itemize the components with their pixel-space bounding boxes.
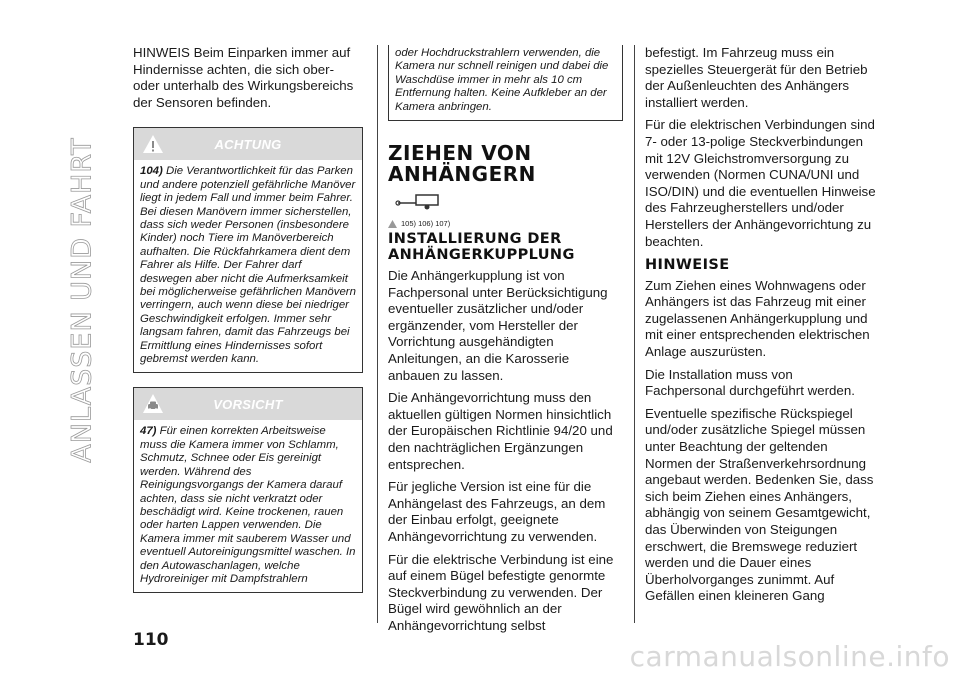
section-title: ZIEHEN VON ANHÄNGERN: [388, 141, 536, 187]
column-2: [388, 45, 623, 641]
warning-small-icon: [388, 220, 397, 228]
paragraph: Die Installation muss von Fachpersonal durchgeführt werden.: [645, 366, 855, 399]
column-divider: [377, 45, 378, 623]
column-1: [133, 45, 363, 593]
caution-header: [134, 388, 362, 420]
warning-header: [134, 128, 362, 160]
trailer-icon: [394, 193, 623, 216]
chapter-side-title: ANLASSEN UND FAHRT: [66, 137, 98, 463]
warning-box: [133, 127, 363, 373]
caution-box-continued: [388, 45, 623, 121]
watermark: carmanualsonline.info: [629, 640, 950, 673]
caution-text: Für einen korrekten Arbeitsweise muss die Kamera immer von Schlamm, Schmutz, Schnee oder Eis gereinigt werden. Während des Reinigungsvorgangs der Kamera darauf achten, dass sie nicht verkratzt oder beschädigt wird. Keine trockenen, rauen oder harten Lappen verwenden. Die Kamera immer mit sauberem Wasser und eventuell Autoreinigungsmittel waschen. In den Autowaschanlagen, welche Hydroreiniger mit Dampfstrahlern: [140, 425, 356, 585]
warning-triangle-icon: [142, 133, 164, 155]
caution-body: [134, 420, 362, 592]
caution-title: VORSICHT: [213, 396, 283, 412]
paragraph: Für die elektrische Verbindung ist eine auf einem Bügel befestigte genormte Steckverbindung zu verwenden. Der Bügel wird gewöhnlich an der Anhängevorrichtung selbst: [388, 551, 614, 633]
column-3: [645, 45, 877, 611]
paragraph: Eventuelle spezifische Rückspiegel und/oder zusätzliche Spiegel müssen unter Beachtung der geltenden Normen der Straßenverkehrsordnung angebaut werden. Bedenken Sie, dass sich beim Ziehen eines Anhängers, abhängig von seinem Gesamtgewicht, das Überwinden von Steigungen erschwert, die Bremswege reduziert werden und die Dauer eines Überholvorganges zunimmt. Auf Gefällen einen kleineren Gang: [645, 405, 874, 604]
notes-heading: HINWEISE: [645, 257, 730, 274]
paragraph: Für jegliche Version ist eine für die Anhängelast des Fahrzeugs, an dem der Einbau erfolgt, geeignete Anhängevorrichtung zu verwenden.: [388, 479, 606, 544]
paragraph: Für die elektrischen Verbindungen sind 7- oder 13-polige Steckverbindungen mit 12V Gleichstromversorgung zu verwenden (Normen CUNA/UNI und ISO/DIN) und die eventuellen Hinweise des Fahrzeugherstellers und/oder Herstellers der Anhängevorrichtung zu beachten.: [645, 117, 876, 249]
warning-text: Die Verantwortlichkeit für das Parken und andere potenziell gefährliche Manöver liegt in jedem Fall und immer beim Fahrer. Bei diesen Manövern immer sicherstellen, dass sich weder Personen (insbesondere Kinder) noch Tiere im Manöverbereich aufhalten. Die Rückfahrkamera dient dem Fahrer als Hilfe. Der Fahrer darf deswegen aber nicht die Aufmerksamkeit bei möglicherweise gefährlichen Manövern verringern, auch wenn diese bei niedriger Geschwindigkeit erfolgen. Immer sehr langsam fahren, damit das Fahrzeugs bei Ermittlung eines Hindernisses sofort gebremst werden kann.: [140, 165, 356, 366]
car-caution-icon: [142, 393, 164, 415]
paragraph: Die Anhängerkupplung ist von Fachpersonal unter Berücksichtigung eventueller zusätzlicher und/oder ergänzender, vom Hersteller der Vorrichtung ausgehändigten Anleitungen, an die Karosserie anbauen zu lassen.: [388, 268, 608, 383]
caution-continued-text: oder Hochdruckstrahlern verwenden, die Kamera nur schnell reinigen und dabei die Waschdüse immer in mehr als 10 cm Entfernung halten. Keine Aufkleber an der Kamera anbringen.: [395, 47, 609, 113]
column-divider: [634, 45, 635, 623]
caution-box: [133, 387, 363, 593]
warning-note-number: 104): [140, 165, 163, 178]
intro-paragraph: HINWEIS Beim Einparken immer auf Hindernisse achten, die sich ober- oder unterhalb des Wirkungsbereichs der Sensoren befinden.: [133, 45, 354, 110]
warning-body: [134, 160, 362, 372]
caution-note-number: 47): [140, 425, 157, 438]
paragraph: Zum Ziehen eines Wohnwagens oder Anhängers ist das Fahrzeug mit einer zugelassenen Anhängerkupplung und mit einer entsprechenden elektrischen Anlage auszurüsten.: [645, 277, 870, 359]
paragraph: befestigt. Im Fahrzeug muss ein spezielles Steuergerät für den Betrieb der Außenleuchten des Anhängers installiert werden.: [645, 45, 868, 110]
warning-title: ACHTUNG: [214, 136, 282, 152]
page-number: 110: [133, 630, 169, 650]
references: [388, 219, 623, 228]
subsection-title: INSTALLIERUNG DER ANHÄNGERKUPPLUNG: [388, 231, 575, 263]
reference-numbers: 105) 106) 107): [401, 219, 451, 229]
paragraph: Die Anhängevorrichtung muss den aktuellen gültigen Normen hinsichtlich der Europäischen Richtlinie 94/20 und den nachträglichen Ergänzungen entsprechen.: [388, 390, 613, 472]
